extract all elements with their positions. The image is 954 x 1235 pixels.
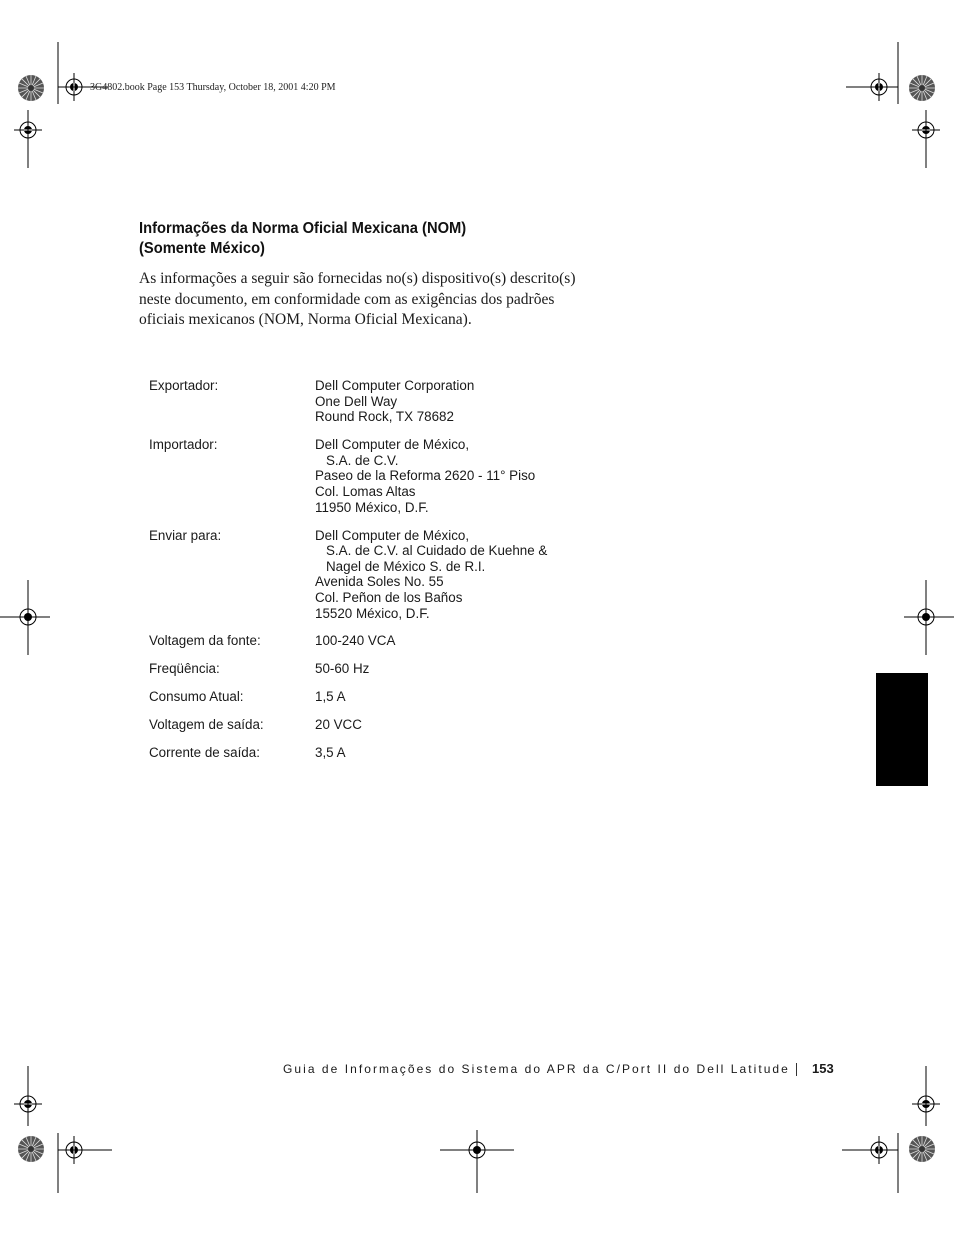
section-heading bbox=[139, 219, 617, 259]
spec-label: Corrente de saída: bbox=[149, 745, 260, 761]
spec-value-line: Dell Computer de México, bbox=[315, 527, 470, 543]
print-slug: 3G4802.book Page 153 Thursday, October 18, 2001 4:20 PM bbox=[90, 82, 336, 93]
spec-value bbox=[315, 633, 709, 649]
spec-label: Freqüência: bbox=[149, 661, 220, 677]
spec-value bbox=[315, 378, 709, 425]
spec-row bbox=[149, 717, 709, 733]
spec-row bbox=[149, 689, 709, 705]
spec-value-line: Col. Peñon de los Baños bbox=[315, 589, 463, 605]
spec-value-line: 50-60 Hz bbox=[315, 661, 370, 677]
spec-value-line: Dell Computer Corporation bbox=[315, 378, 475, 393]
spec-value-line: Nagel de México S. de R.I. bbox=[326, 558, 486, 574]
spec-value-line: 15520 México, D.F. bbox=[315, 605, 430, 621]
spec-label: Voltagem de saída: bbox=[149, 717, 264, 733]
spec-row bbox=[149, 378, 709, 425]
spec-row bbox=[149, 661, 709, 677]
spec-label: Enviar para: bbox=[149, 527, 222, 543]
intro-paragraph: As informações a seguir são fornecidas no(s) dispositivo(s) descrito(s) neste documento, em conformidade com as exigências dos padrões oficiais mexicanos (NOM, Norma Oficial Mexicana). bbox=[139, 270, 576, 328]
spec-value-line: 11950 México, D.F. bbox=[315, 499, 429, 515]
spec-value bbox=[315, 717, 709, 733]
chapter-thumb-tab bbox=[876, 673, 928, 786]
spec-value-line: Col. Lomas Altas bbox=[315, 483, 416, 499]
spec-value-line: Avenida Soles No. 55 bbox=[315, 574, 444, 590]
spec-value-line: 20 VCC bbox=[315, 717, 362, 733]
page-number: 153 bbox=[812, 1061, 834, 1076]
star-target-icon bbox=[18, 1136, 44, 1162]
specs-table bbox=[149, 378, 709, 773]
spec-value-line: Paseo de la Reforma 2620 - 11° Piso bbox=[315, 468, 536, 484]
heading-line-2: (Somente México) bbox=[139, 240, 265, 257]
spec-label: Voltagem da fonte: bbox=[149, 633, 261, 649]
spec-value bbox=[315, 689, 709, 705]
spec-row bbox=[149, 745, 709, 761]
spec-value-line: 1,5 A bbox=[315, 689, 346, 705]
spec-row bbox=[149, 633, 709, 649]
spec-value-line: 3,5 A bbox=[315, 745, 346, 761]
star-target-icon bbox=[18, 75, 44, 101]
spec-value-line: S.A. de C.V. al Cuidado de Kuehne & bbox=[326, 543, 548, 559]
spec-row bbox=[149, 528, 709, 622]
spec-value-line: 100-240 VCA bbox=[315, 633, 396, 649]
footer-divider bbox=[796, 1063, 797, 1076]
spec-value bbox=[315, 661, 709, 677]
heading-line-1: Informações da Norma Oficial Mexicana (NOM) bbox=[139, 220, 467, 237]
spec-value bbox=[315, 437, 709, 515]
spec-label: Importador: bbox=[149, 437, 218, 453]
spec-value-line: Dell Computer de México, bbox=[315, 437, 470, 453]
star-target-icon bbox=[909, 75, 935, 101]
spec-value bbox=[315, 745, 709, 761]
spec-value bbox=[315, 528, 709, 622]
spec-value-line: Round Rock, TX 78682 bbox=[315, 409, 454, 425]
spec-value-line: S.A. de C.V. bbox=[326, 452, 399, 468]
spec-value-line: One Dell Way bbox=[315, 393, 398, 409]
spec-label: Exportador: bbox=[149, 378, 219, 393]
footer-title: Guia de Informações do Sistema do APR da C/Port II do Dell Latitude bbox=[283, 1062, 790, 1076]
star-target-icon bbox=[909, 1136, 935, 1162]
spec-row bbox=[149, 437, 709, 515]
spec-label: Consumo Atual: bbox=[149, 689, 244, 705]
